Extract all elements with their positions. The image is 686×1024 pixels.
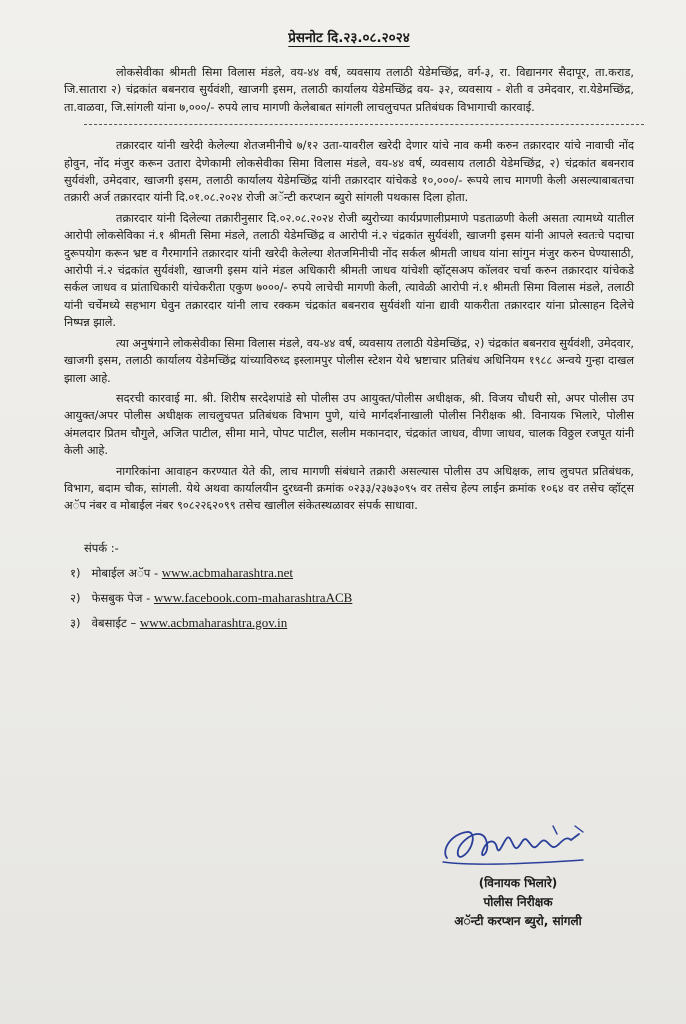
body-paragraph-4: सदरची कारवाई मा. श्री. शिरीष सरदेशपांडे सो पोलीस उप आयुक्त/पोलीस अधीक्षक, श्री. विजय चौधरी सो, अपर पोलीस उप आयुक्त/अपर पोलीस अधीक्षक लाचलुचपत प्रतिबंधक विभाग पुणे, यांचे मार्गदर्शनाखाली पोलीस निरीक्षक श्री. विनायक भिलारे, पोलीस अंमलदार प्रितम चौगुले, अजित पाटील, सीमा माने, पोपट पाटील, सलीम मकानदार, चंद्रकांत जाधव, वीणा जाधव, चालक विठ्ठल रजपूत यांनी केली आहे. xyxy=(64,391,634,458)
signature-icon xyxy=(433,820,603,872)
contact-number: २) xyxy=(70,590,81,605)
body-paragraph-2: तक्रारदार यांनी दिलेल्या तक्रारीनुसार दि.०२.०८.२०२४ रोजी ब्युरोच्या कार्यप्रणालीप्रमाणे पडताळणी केली असता त्यामध्ये यातील आरोपी लोकसेविका नं.१ श्रीमती सिमा मंडले, तलाठी येडेमच्छिंद्र व आरोपी नं.२ चंद्रकांत सुर्यवंशी, खाजगी इसम यांनी आपले स्वतःचे पदाचा दुरूपयोग करून भ्रष्ट व गैरमार्गाने तक्रारदार यांनी खरेदी केलेल्या शेतजमिनीची नोंद सर्कल श्रीमती जाधव यांना सांगुन मंजुर करुन घेण्यासाठी, आरोपी नं.२ चंद्रकांत सुर्यवंशी, खाजगी इसम यांने मंडल अधिकारी श्रीमती जाधव यांचेशी व्हॉट्सअप कॉलवर चर्चा करुन तक्रारदार यांचेकडे सर्कल जाधव व प्रांताधिकारी यांचेकरीता एकुण ७०००/- रुपये लाचेची मागणी केली, त्यावेळी आरोपी नं.१ श्रीमती सिमा विलास मंडले, तलाठी यांनी चर्चेमध्ये सहभाग घेवुन तक्रारदार यांनी लाच रक्कम चंद्रकांत बबनराव सुर्यवंशी यांना द्यावी याकरीता तक्रारदार यांना प्रोत्साहन दिलेचे निष्पन्न झाले. xyxy=(64,211,634,330)
contact-number: १) xyxy=(70,565,81,580)
intro-paragraph: लोकसेवीका श्रीमती सिमा विलास मंडले, वय-४४ वर्ष, व्यवसाय तलाठी येडेमच्छिंद्र, वर्ग-३, रा. विद्यानगर सैदापूर, ता.कराड, जि.सातारा २) चंद्रकांत बबनराव सुर्यवंशी, खाजगी इसम, तलाठी कार्यालय येडेमच्छिंद्र वय- ३२, व्यवसाय - शेती व उमेदवार, रा.येडेमच्छिंद्र, ता.वाळवा, जि.सांगली यांना ७,०००/- रुपये लाच मागणी केलेबाबत सांगली लाचलुचपत प्रतिबंधक विभागाची कारवाई. xyxy=(64,66,634,114)
mobile-app-link[interactable]: www.acbmaharashtra.net xyxy=(161,564,294,580)
signatory-office: अॅन्टी करप्शन ब्युरो, सांगली xyxy=(454,914,582,928)
dashed-divider xyxy=(84,124,644,125)
contact-label: वेबसाईट – xyxy=(91,615,140,630)
contact-row-mobile-app xyxy=(70,564,634,582)
contact-number: ३) xyxy=(70,615,81,630)
website-link[interactable]: www.acbmaharashtra.gov.in xyxy=(139,614,288,630)
signatory-name: (विनायक भिलारे) xyxy=(478,876,558,890)
body-paragraph-1: तक्रारदार यांनी खरेदी केलेल्या शेतजमीनीचे ७/१२ उता-यावरील खरेदी देणार यांचे नाव कमी करुन तक्रारदार यांचे नावाची नोंद होवुन, नोंद मंजुर करून उतारा देणेकामी लोकसेवीका सिमा विलास मंडले, वय-४४ वर्ष, व्यवसाय तलाठी येडेमच्छिंद्र, २) चंद्रकांत बबनराव सुर्यवंशी, उमेदवार, खाजगी इसम, तलाठी कार्यालय येडेमच्छिंद्र यांनी तक्रारदार यांचेकडे १०,०००/- रूपये लाच मागणी केली असल्याबाबतचा तक्रारी अर्ज तक्रारदार यांनी दि.०१.०८.२०२४ रोजी अॅन्टी करप्शन ब्युरो सांगली पथकास दिला होता. xyxy=(64,139,634,205)
signature-block xyxy=(418,820,618,931)
body-paragraph-5: नागरिकांना आवाहन करण्यात येते की, लाच मागणी संबंधाने तक्रारी असल्यास पोलीस उप अधिक्षक, लाच लुचपत प्रतिबंधक, विभाग, बदाम चौक, सांगली. येथे अथवा कार्यालयीन दुरध्वनी क्रमांक ०२३३/२३७३०९५ वर तसेच हेल्प लाईन क्रमांक १०६४ वर तसेच व्हॉट्स अॅप नंबर व मोबाईल नंबर ९०८२२६२०९९ तसेच खालील संकेतस्थळावर संपर्क साधावा. xyxy=(64,464,634,513)
facebook-link[interactable]: www.facebook.com-maharashtraACB xyxy=(153,589,353,605)
contact-label: मोबाईल अॅप - xyxy=(91,565,162,580)
press-note-title: प्रेसनोट दि.२३.०८.२०२४ xyxy=(288,30,410,46)
body-paragraph-3: त्या अनुषंगाने लोकसेवीका सिमा विलास मंडले, वय-४४ वर्ष, व्यवसाय तलाठी येडेमच्छिंद्र, २) चंद्रकांत बबनराव सुर्यवंशी, उमेदवार, खाजगी इसम, तलाठी कार्यालय येडेमच्छिंद्र यांच्याविरुध्द इस्लामपुर पोलीस स्टेशन येथे भ्रष्टाचार प्रतिबंध अधिनियम १९८८ अन्वये गुन्हा दाखल झाला आहे. xyxy=(64,336,634,385)
signatory-designation: पोलीस निरीक्षक xyxy=(483,895,553,909)
contact-label: फेसबुक पेज - xyxy=(91,590,154,605)
contact-row-website xyxy=(70,614,634,632)
contact-heading: संपर्क :- xyxy=(84,540,119,555)
contact-row-facebook xyxy=(70,589,634,607)
